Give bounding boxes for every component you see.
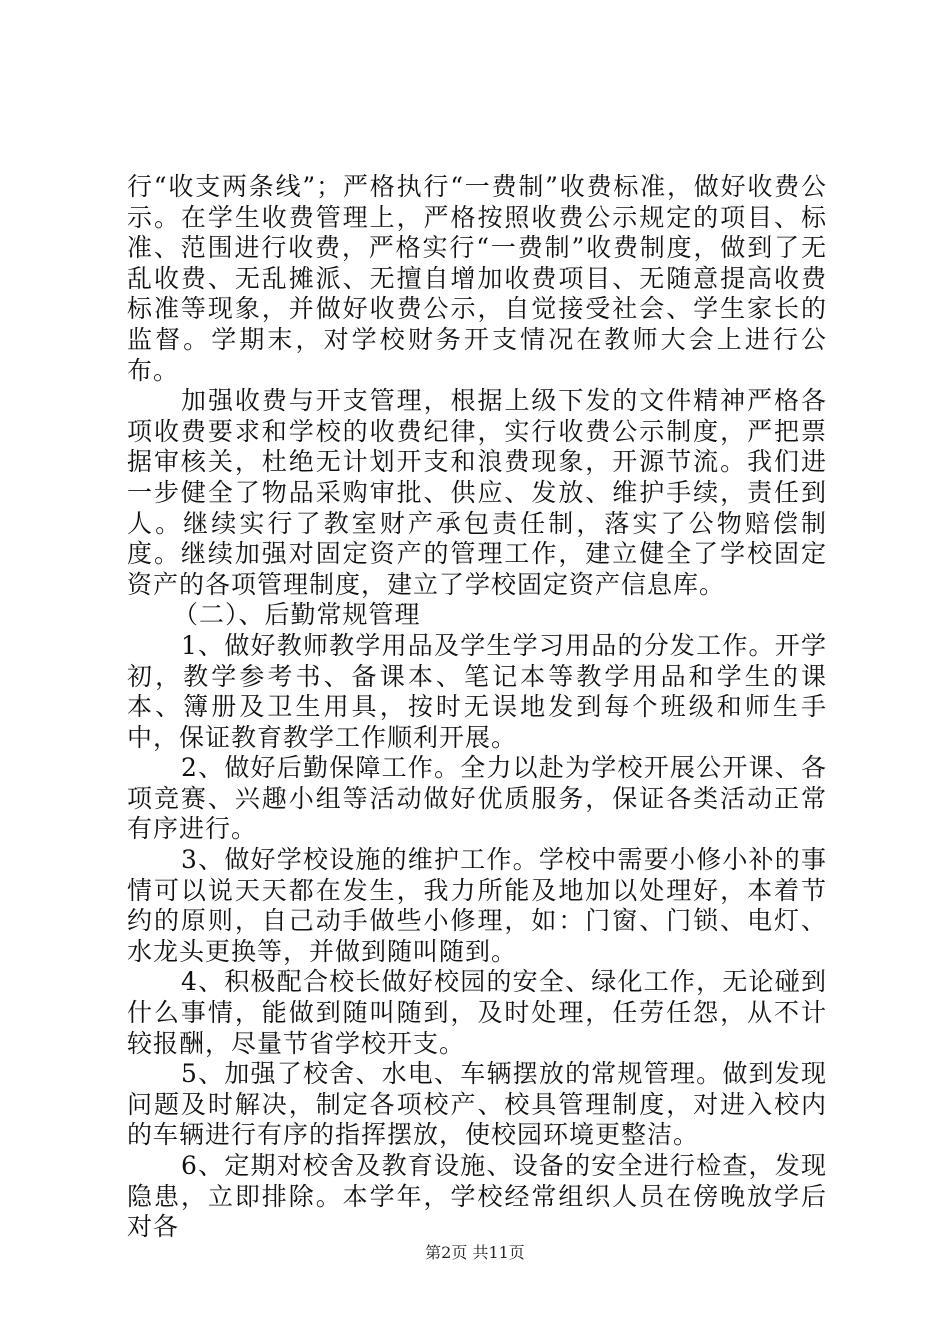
paragraph-item-5: 5、加强了校舍、水电、车辆摆放的常规管理。做到发现问题及时解决，制定各项校产、校具管理制度，对进入校内的车辆进行有序的指挥摆放，使校园环境更整洁。 — [127, 1059, 827, 1150]
paragraph-item-3: 3、做好学校设施的维护工作。学校中需要小修小补的事情可以说天天都在发生，我力所能及地加以处理好，本着节约的原则，自己动手做些小修理，如：门窗、门锁、电灯、水龙头更换等，并做到随叫随到。 — [127, 845, 827, 966]
paragraph-item-6: 6、定期对校舍及教育设施、设备的安全进行检查，发现隐患，立即排除。本学年，学校经常组织人员在傍晚放学后对各 — [127, 1151, 827, 1242]
paragraph-item-4: 4、积极配合校长做好校园的安全、绿化工作，无论碰到什么事情，能做到随叫随到，及时处理，任劳任怨，从不计较报酬，尽量节省学校开支。 — [127, 967, 827, 1058]
section-heading-logistics: （二）、后勤常规管理 — [173, 600, 421, 630]
paragraph-item-2: 2、做好后勤保障工作。全力以赴为学校开展公开课、各项竞赛、兴趣小组等活动做好优质服务，保证各类活动正常有序进行。 — [127, 753, 827, 844]
page-number-footer: 第2页 共11页 — [425, 1243, 525, 1262]
paragraph-fee-expense-management: 加强收费与开支管理，根据上级下发的文件精神严格各项收费要求和学校的收费纪律，实行收费公示制度，严把票据审核关，杜绝无计划开支和浪费现象，开源节流。我们进一步健全了物品采购审批、供应、发放、维护手续，责任到人。继续实行了教室财产承包责任制，落实了公物赔偿制度。继续加强对固定资产的管理工作，建立健全了学校固定资产的各项管理制度，建立了学校固定资产信息库。 — [127, 386, 827, 599]
document-body — [127, 172, 827, 1243]
paragraph-fee-disclosure: 行“收支两条线”；严格执行“一费制”收费标准，做好收费公示。在学生收费管理上，严格按照收费公示规定的项目、标准、范围进行收费，严格实行“一费制”收费制度，做到了无乱收费、无乱摊派、无擅自增加收费项目、无随意提高收费标准等现象，并做好收费公示，自觉接受社会、学生家长的监督。学期末，对学校财务开支情况在教师大会上进行公布。 — [127, 172, 827, 385]
paragraph-item-1: 1、做好教师教学用品及学生学习用品的分发工作。开学初，教学参考书、备课本、笔记本等教学用品和学生的课本、簿册及卫生用具，按时无误地发到每个班级和师生手中，保证教育教学工作顺利开展。 — [127, 630, 827, 752]
